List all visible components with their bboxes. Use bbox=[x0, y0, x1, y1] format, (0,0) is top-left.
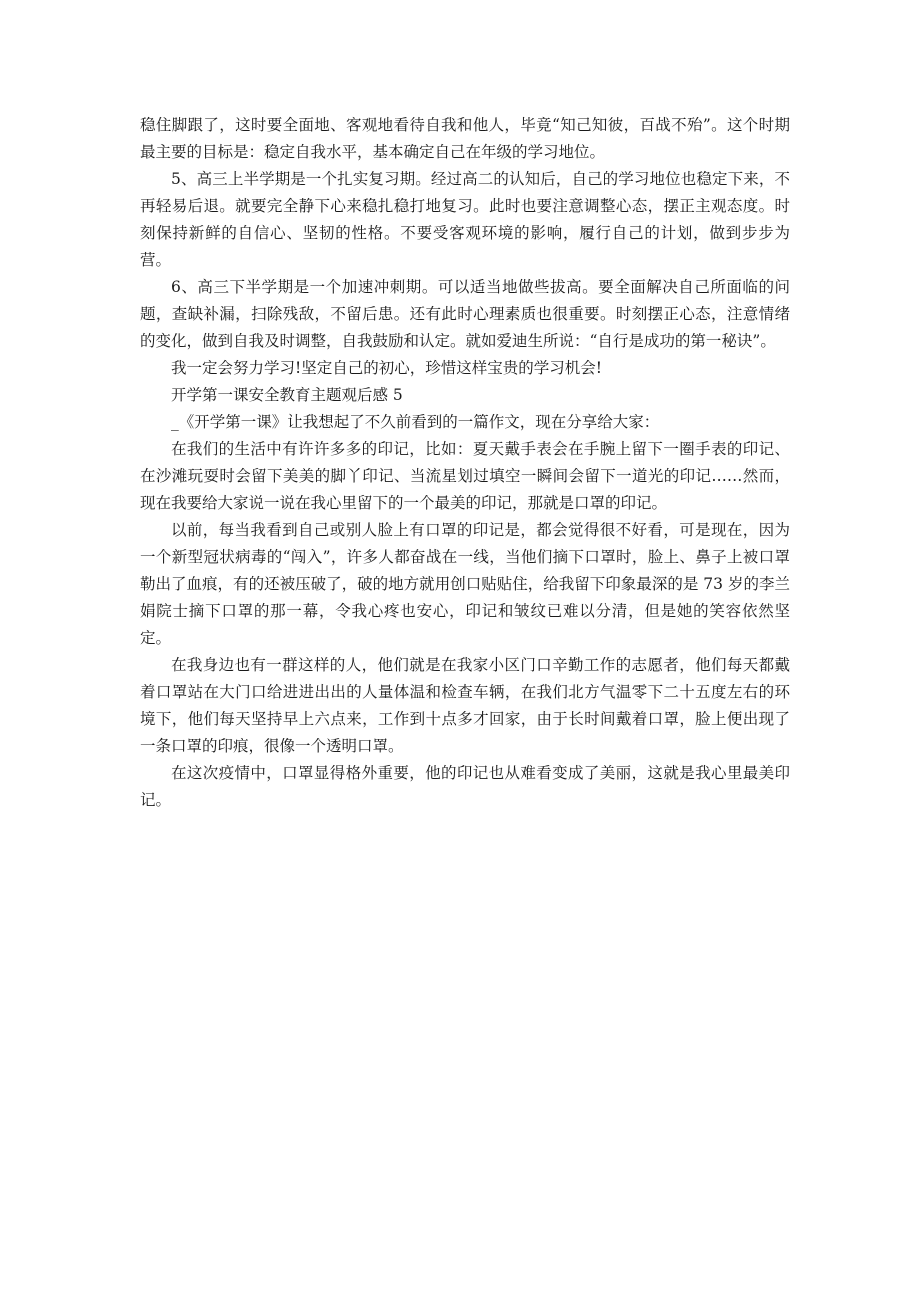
section-heading: 开学第一课安全教育主题观后感 5 bbox=[171, 386, 403, 404]
paragraph: 5、高三上半学期是一个扎实复习期。经过高二的认知后，自己的学习地位也稳定下来，不再轻易后退。就要完全静下心来稳扎稳打地复习。此时也要注意调整心态，摆正主观态度。时刻保持新鲜的自信心、坚韧的性格。不要受客观环境的影响，履行自己的计划，做到步步为营。 bbox=[140, 170, 790, 269]
paragraph: 稳住脚跟了，这时要全面地、客观地看待自我和他人，毕竟“知己知彼，百战不殆”。这个时期最主要的目标是：稳定自我水平，基本确定自己在年级的学习地位。 bbox=[140, 116, 790, 161]
paragraph: 我一定会努力学习!坚定自己的初心，珍惜这样宝贵的学习机会! bbox=[171, 359, 602, 377]
paragraph: 在这次疫情中，口罩显得格外重要，他的印记也从难看变成了美丽，这就是我心里最美印记。 bbox=[140, 764, 790, 809]
paragraph: _《开学第一课》让我想起了不久前看到的一篇作文，现在分享给大家： bbox=[171, 413, 660, 431]
paragraph: 在我们的生活中有许许多多的印记，比如：夏天戴手表会在手腕上留下一圈手表的印记、在沙滩玩耍时会留下美美的脚丫印记、当流星划过填空一瞬间会留下一道光的印记……然而，现在我要给大家说一说在我心里留下的一个最美的印记，那就是口罩的印记。 bbox=[140, 440, 790, 512]
paragraph: 6、高三下半学期是一个加速冲刺期。可以适当地做些拔高。要全面解决自己所面临的问题，查缺补漏，扫除残敌，不留后患。还有此时心理素质也很重要。时刻摆正心态，注意情绪的变化，做到自我及时调整，自我鼓励和认定。就如爱迪生所说：“自行是成功的第一秘诀”。 bbox=[140, 278, 790, 350]
document-body bbox=[140, 112, 790, 814]
paragraph: 在我身边也有一群这样的人，他们就是在我家小区门口辛勤工作的志愿者，他们每天都戴着口罩站在大门口给进进出出的人量体温和检查车辆，在我们北方气温零下二十五度左右的环境下，他们每天坚持早上六点来，工作到十点多才回家，由于长时间戴着口罩，脸上便出现了一条口罩的印痕，很像一个透明口罩。 bbox=[140, 656, 790, 755]
paragraph: 以前，每当我看到自己或别人脸上有口罩的印记是，都会觉得很不好看，可是现在，因为一个新型冠状病毒的“闯入”，许多人都奋战在一线，当他们摘下口罩时，脸上、鼻子上被口罩勒出了血痕，有的还被压破了，破的地方就用创口贴贴住，给我留下印象最深的是 73 岁的李兰娟院士摘下口罩的那一幕，令我心疼也安心，印记和皱纹已难以分清，但是她的笑容依然坚定。 bbox=[140, 521, 790, 647]
